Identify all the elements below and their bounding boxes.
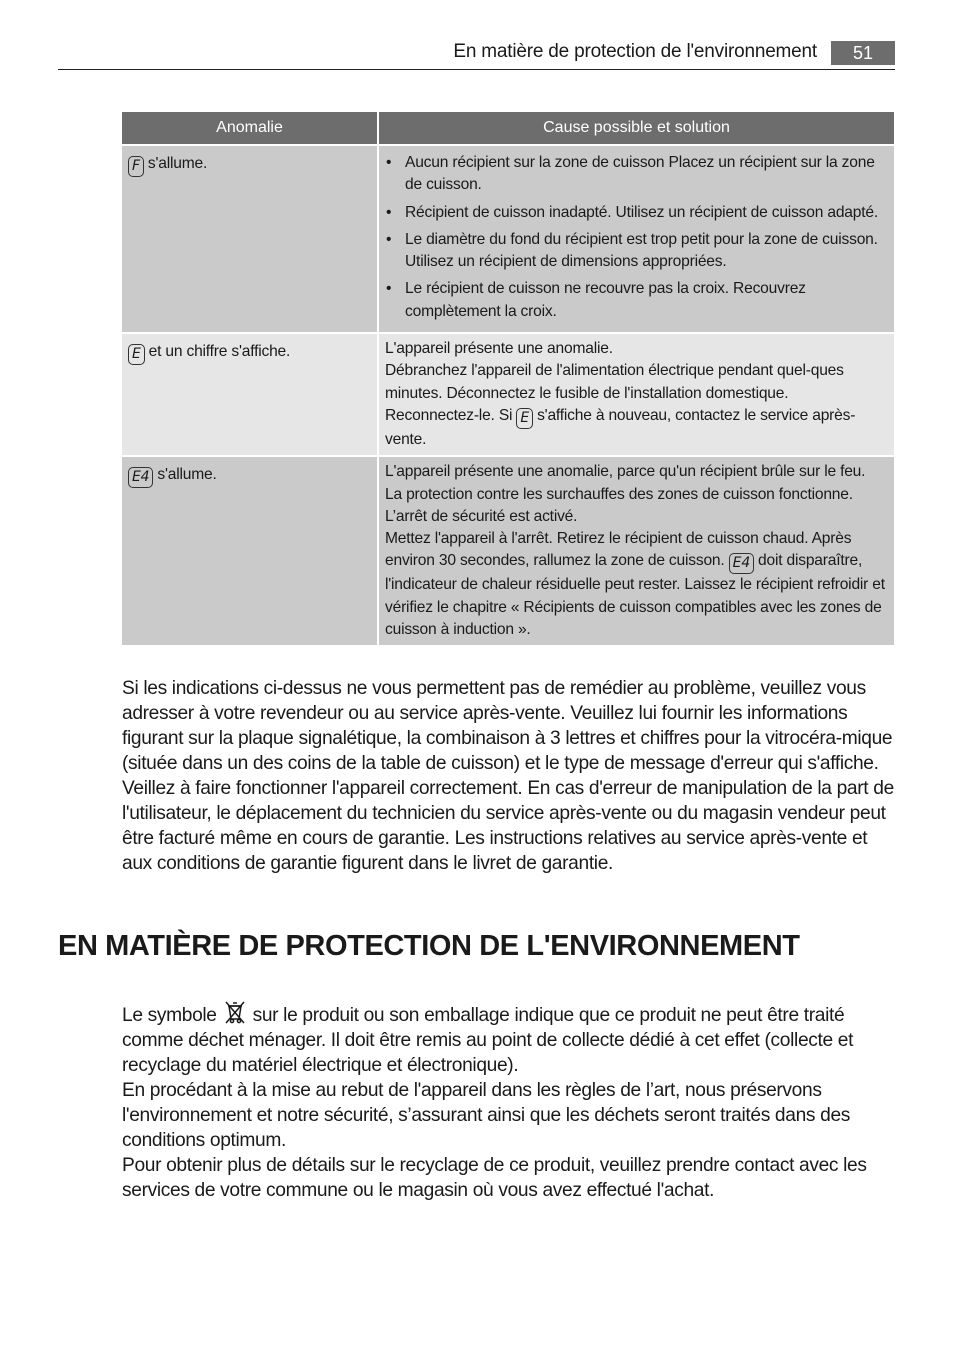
page-number: 51 bbox=[831, 41, 895, 65]
section-title: EN MATIÈRE DE PROTECTION DE L'ENVIRONNEMENT bbox=[58, 930, 800, 962]
display-code: F bbox=[128, 156, 144, 177]
display-code: E4 bbox=[128, 467, 153, 488]
troubleshooting-table bbox=[122, 112, 894, 645]
anomaly-text: et un chiffre s'affiche. bbox=[148, 343, 291, 361]
solution-text-part: doit disparaître, l'indicateur de chaleur résiduelle peut rester. Laissez le récipient refroidir et vérifiez le chapitre « Récipients de cuisson compatibles avec les zones de cuisson à induction ». bbox=[385, 552, 885, 639]
paragraph: Veillez à faire fonctionner l'appareil correctement. En cas d'erreur de manipulation de la part de l'utilisateur, le déplacement du technicien du service après-vente ou du magasin vendeur peut être facturé même en cours de garantie. Les instructions relatives au service après-vente et aux conditions de garantie figurent dans le livret de garantie. bbox=[122, 778, 894, 874]
table-row bbox=[122, 334, 894, 455]
solution-cell bbox=[379, 334, 894, 455]
list-item: • Aucun récipient sur la zone de cuisson Placez un récipient sur la zone de cuisson. bbox=[385, 152, 886, 197]
solution-cell bbox=[379, 146, 894, 332]
column-header-anomaly: Anomalie bbox=[122, 112, 379, 144]
anomaly-cell bbox=[122, 146, 379, 332]
table-header-row bbox=[122, 112, 894, 144]
solution-text bbox=[385, 528, 886, 641]
anomaly-text: s'allume. bbox=[147, 155, 208, 172]
table-row bbox=[122, 146, 894, 332]
column-header-cause: Cause possible et solution bbox=[379, 112, 894, 144]
list-item: • Récipient de cuisson inadapté. Utilisez un récipient de cuisson adapté. bbox=[385, 202, 886, 224]
anomaly-cell bbox=[122, 334, 379, 455]
display-code: E bbox=[516, 408, 533, 429]
after-table-text bbox=[122, 676, 898, 876]
intro-text: Le symbole bbox=[122, 1005, 217, 1026]
paragraph: Pour obtenir plus de détails sur le recyclage de ce produit, veuillez prendre contact avec les services de votre commune ou le magasin où vous avez effectué l'achat. bbox=[122, 1155, 867, 1201]
paragraph bbox=[122, 1000, 898, 1078]
table-row bbox=[122, 457, 894, 645]
display-code: E bbox=[128, 344, 145, 365]
solution-text: L'appareil présente une anomalie. bbox=[385, 340, 613, 358]
solution-text bbox=[385, 360, 886, 451]
paragraph: En procédant à la mise au rebut de l'appareil dans les règles de l’art, nous préservons l'environnement et notre sécurité, s’assurant ainsi que les déchets seront traités dans des conditions optimum. bbox=[122, 1080, 851, 1151]
anomaly-text: s'allume. bbox=[157, 466, 217, 484]
solution-text-part: Mettez l'appareil à l'arrêt. Retirez le récipient de cuisson chaud. Après environ 30 secondes, rallumez la zone de cuisson. bbox=[385, 530, 852, 570]
crossed-out-wheelie-bin-icon bbox=[224, 1000, 246, 1024]
solution-text-part: Débranchez l'appareil de l'alimentation électrique pendant quel-ques minutes. Déconnectez le fusible de l'installation domestique. Reconnectez-le. Si bbox=[385, 362, 844, 424]
anomaly-cell bbox=[122, 457, 379, 645]
solution-text-part: s'affiche à nouveau, contactez le service après-vente. bbox=[385, 406, 856, 448]
cause-list bbox=[385, 150, 886, 323]
list-item: • Le diamètre du fond du récipient est trop petit pour la zone de cuisson. Utilisez un récipient de dimensions appropriées. bbox=[385, 229, 886, 274]
intro-text-continued: sur le produit ou son emballage indique que ce produit ne peut être traité comme déchet ménager. Il doit être remis au point de collecte dédié à cet effet (collecte et recyclage du matériel électrique et électronique). bbox=[122, 1005, 854, 1076]
display-code: E4 bbox=[729, 553, 754, 574]
paragraph: Si les indications ci-dessus ne vous permettent pas de remédier au problème, veuillez vous adresser à votre revendeur ou au service après-vente. Veuillez lui fournir les informations figurant sur la plaque signalétique, la combinaison à 3 lettres et chiffres pour la vitrocéra-mique (située dans un des coins de la table de cuisson) et le type de message d'erreur qui s'affiche. bbox=[122, 678, 893, 774]
solution-cell bbox=[379, 457, 894, 645]
page-header bbox=[58, 38, 895, 70]
list-item: • Le récipient de cuisson ne recouvre pas la croix. Recouvrez complètement la croix. bbox=[385, 278, 886, 323]
solution-text: L'appareil présente une anomalie, parce qu'un récipient brûle sur le feu. La protection contre les surchauffes des zones de cuisson fonctionne. L’arrêt de sécurité est activé. bbox=[385, 463, 866, 525]
environment-text bbox=[122, 1000, 898, 1203]
header-title: En matière de protection de l'environnement bbox=[453, 41, 817, 62]
